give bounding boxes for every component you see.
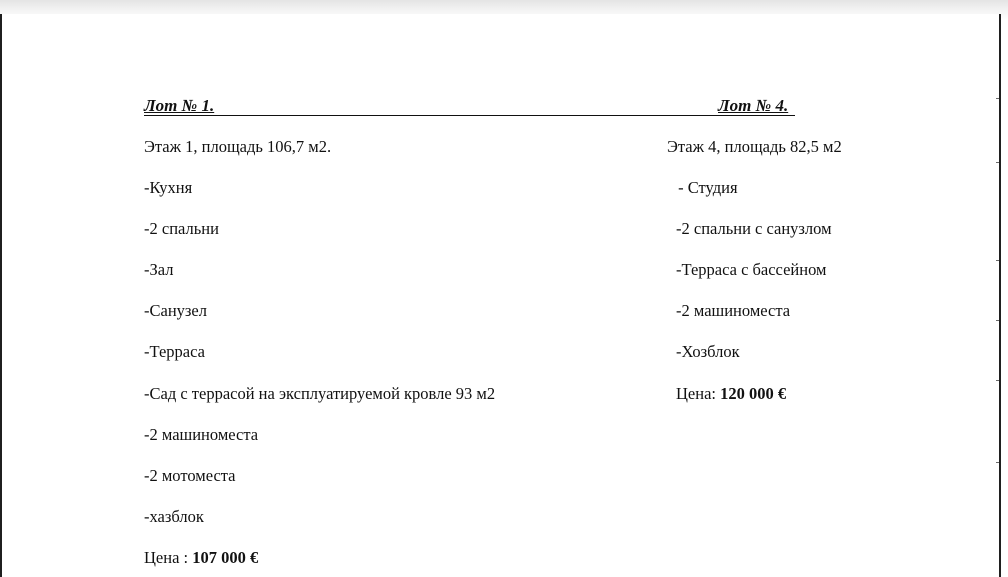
lot1-title: Лот № 1. xyxy=(144,96,215,115)
lot4-feature: -Хозблок xyxy=(676,342,740,361)
lot1-feature: -Терраса xyxy=(144,342,205,361)
lot1-price xyxy=(144,548,258,568)
lot1-feature: -Зал xyxy=(144,260,174,279)
lot1-feature: -2 мотоместа xyxy=(144,466,236,485)
lot1-area: Этаж 1, площадь 106,7 м2. xyxy=(144,137,332,156)
header-underline xyxy=(144,96,795,116)
lot1-price-label: Цена : xyxy=(144,548,193,567)
lot1-feature: -Кухня xyxy=(144,178,193,197)
lot1-feature: -хазблок xyxy=(144,507,204,526)
lot4-price xyxy=(676,384,786,404)
page-edge-mark xyxy=(996,162,999,163)
lot1-feature: -Санузел xyxy=(144,301,207,320)
lot4-feature: -2 машиноместа xyxy=(676,301,791,320)
lot4-feature: -Терраса с бассейном xyxy=(676,260,827,279)
lot4-feature: -2 спальни с санузлом xyxy=(676,219,832,238)
page-edge-mark xyxy=(996,98,999,99)
lot1-feature: -2 машиноместа xyxy=(144,425,259,444)
lot4-title: Лот № 4. xyxy=(718,96,789,115)
lot4-price-value: 120 000 € xyxy=(720,384,787,403)
page-edge-mark xyxy=(996,462,999,463)
lot1-feature: -2 спальни xyxy=(144,219,219,238)
page-edge-mark xyxy=(996,320,999,321)
page-edge-mark xyxy=(996,380,999,381)
lot1-feature: -Сад с террасой на эксплуатируемой кровле 93 м2 xyxy=(144,384,496,403)
lot4-feature: - Студия xyxy=(674,178,738,197)
page-edge-mark xyxy=(996,260,999,261)
lot1-price-value: 107 000 € xyxy=(192,548,259,567)
lot4-area: Этаж 4, площадь 82,5 м2 xyxy=(667,137,842,156)
lot4-price-label: Цена: xyxy=(676,384,721,403)
